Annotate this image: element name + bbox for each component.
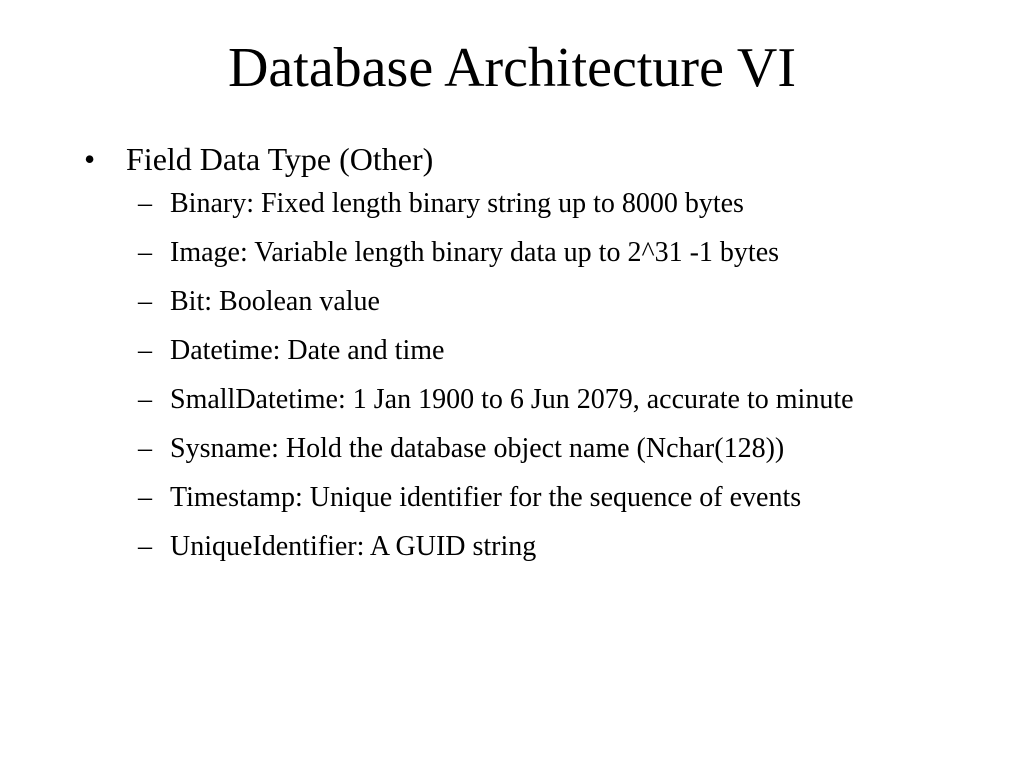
sub-bullet-item	[130, 429, 944, 469]
dash-marker: –	[138, 384, 152, 415]
sub-bullet-text: UniqueIdentifier: A GUID string	[170, 531, 537, 562]
sub-bullet-text: Datetime: Date and time	[170, 335, 445, 366]
sub-bullet-item	[130, 380, 944, 420]
slide-body	[84, 138, 944, 576]
sub-bullet-text: Bit: Boolean value	[170, 286, 380, 317]
dash-marker: –	[138, 286, 152, 317]
bullet-marker: •	[84, 141, 96, 177]
sub-bullet-item	[130, 184, 944, 224]
sub-bullet-text: Image: Variable length binary data up to 2^31 -1 bytes	[170, 237, 780, 268]
dash-marker: –	[138, 433, 152, 464]
dash-marker: –	[138, 531, 152, 562]
sub-bullet-item	[130, 282, 944, 322]
sub-bullet-item	[130, 233, 944, 273]
dash-marker: –	[138, 237, 152, 268]
dash-marker: –	[138, 335, 152, 366]
sub-bullet-list	[84, 184, 944, 567]
dash-marker: –	[138, 482, 152, 513]
sub-bullet-item	[130, 478, 944, 518]
sub-bullet-text: Timestamp: Unique identifier for the sequence of events	[170, 482, 802, 513]
sub-bullet-text: Sysname: Hold the database object name (Nchar(128))	[170, 433, 785, 464]
sub-bullet-item	[130, 527, 944, 567]
sub-bullet-text: SmallDatetime: 1 Jan 1900 to 6 Jun 2079, accurate to minute	[170, 384, 854, 415]
sub-bullet-item	[130, 331, 944, 371]
bullet-text: Field Data Type (Other)	[126, 141, 434, 177]
slide-title: Database Architecture VI	[227, 37, 797, 99]
dash-marker: –	[138, 188, 152, 219]
bullet-item	[84, 138, 944, 180]
sub-bullet-text: Binary: Fixed length binary string up to 8000 bytes	[170, 188, 744, 219]
